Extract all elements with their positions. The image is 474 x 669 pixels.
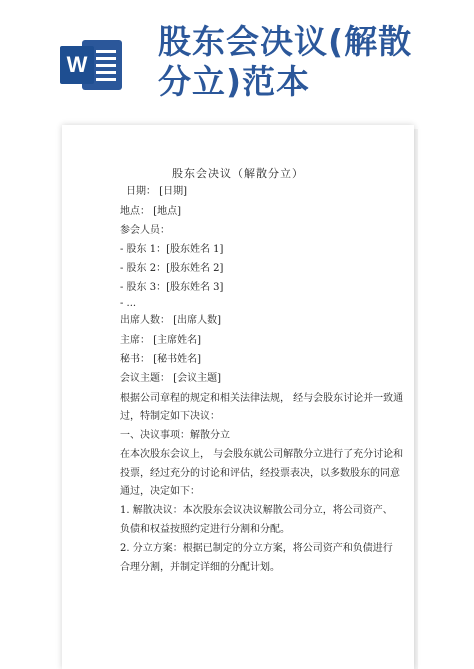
line-body-1: 根据公司章程的规定和相关法律法规， 经与会股东讨论并一致通 (120, 393, 404, 404)
line-body-5: 通过，决定如下： (120, 486, 200, 497)
line-secretary: 秘书： [秘书姓名] (120, 354, 201, 365)
line-attendees: 参会人员： (120, 225, 170, 236)
document-page (62, 125, 414, 669)
page-title-line-1: 股东会决议(解散 (158, 22, 413, 61)
header (0, 0, 474, 112)
line-shareholder-3: - 股东 3：[股东姓名 3] (120, 282, 224, 293)
line-point-2b: 合理分割，并制定详细的分配计划。 (120, 562, 280, 573)
page-title-line-2: 分立)范本 (158, 62, 311, 101)
line-location: 地点： [地点] (120, 206, 181, 217)
line-shareholder-2: - 股东 2：[股东姓名 2] (120, 263, 224, 274)
page-title (158, 22, 458, 102)
line-date: 日期： [日期] (126, 186, 187, 197)
line-chair: 主席： [主席姓名] (120, 335, 201, 346)
document-title: 股东会决议（解散分立） (172, 167, 304, 180)
line-point-1a: 1. 解散决议：本次股东会议决议解散公司分立，将公司资产、 (120, 505, 393, 516)
line-attendance: 出席人数： [出席人数] (120, 315, 221, 326)
line-ellipsis: - ... (120, 298, 137, 309)
word-icon (60, 36, 126, 94)
line-body-4: 投票，经过充分的讨论和评估，经投票表决，以多数股东的同意 (120, 468, 400, 479)
word-icon-letter: W (60, 46, 94, 84)
line-shareholder-1: - 股东 1：[股东姓名 1] (120, 244, 224, 255)
line-point-1b: 负债和权益按照约定进行分割和分配。 (120, 524, 290, 535)
line-body-2: 过，特制定如下决议： (120, 411, 220, 422)
line-item-heading: 一、决议事项：解散分立 (120, 430, 230, 441)
line-point-2a: 2. 分立方案：根据已制定的分立方案，将公司资产和负债进行 (120, 543, 393, 554)
line-topic: 会议主题： [会议主题] (120, 373, 221, 384)
line-body-3: 在本次股东会议上， 与会股东就公司解散分立进行了充分讨论和 (120, 449, 404, 460)
